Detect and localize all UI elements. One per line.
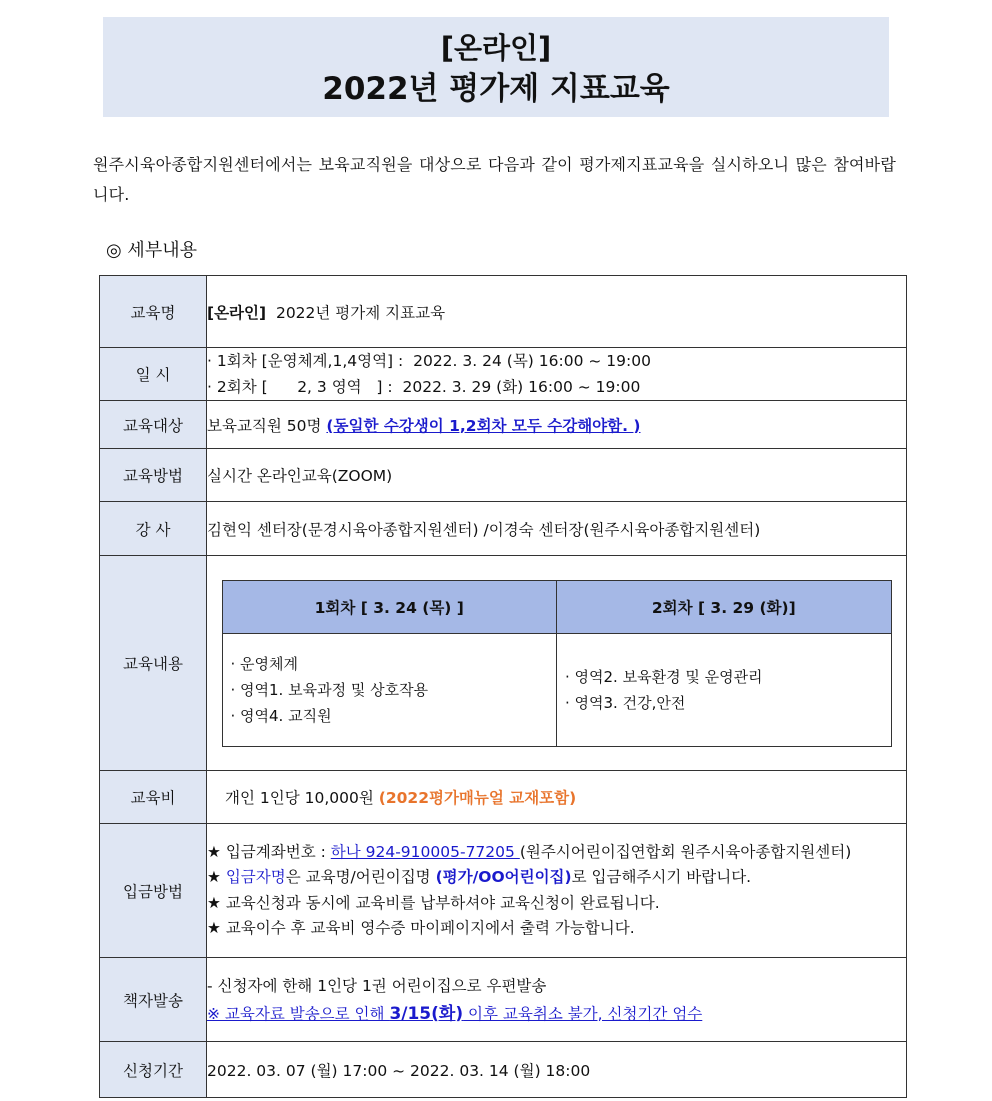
course-tag: [온라인] — [207, 303, 267, 322]
fee-text: 개인 1인당 10,000원 — [225, 789, 379, 807]
row-schedule — [100, 348, 907, 401]
row-payment — [100, 824, 907, 958]
label-course-name: 교육명 — [100, 276, 207, 348]
title-line-1: [온라인] — [440, 31, 552, 65]
booklet-line-1: - 신청자에 한해 1인당 1권 어린이집으로 우편발송 — [207, 976, 547, 995]
payment-line-2 — [207, 865, 906, 891]
label-target: 교육대상 — [100, 401, 207, 449]
target-note: (동일한 수강생이 1,2회차 모두 수강해야함. ) — [326, 416, 641, 435]
section-heading: ◎ 세부내용 — [106, 240, 197, 261]
label-content: 교육내용 — [100, 556, 207, 771]
session-2-item: · 영역3. 건강,안전 — [565, 693, 686, 712]
label-method: 교육방법 — [100, 449, 207, 502]
booklet-cutoff-date: 3/15(화) — [389, 1003, 464, 1024]
details-table — [99, 275, 907, 1098]
intro-paragraph: 원주시육아종합지원센터에서는 보육교직원을 대상으로 다음과 같이 평가제지표교육을 실시하오니 많은 참여바랍니다. — [93, 155, 896, 204]
payment-account-prefix: ★ 입금계좌번호 : — [207, 842, 331, 861]
content-subtable — [222, 580, 892, 747]
payment-star: ★ — [207, 868, 226, 886]
target-text: 보육교직원 50명 — [207, 416, 327, 435]
payment-depositor-example: (평가/OO어린이집) — [435, 868, 572, 886]
label-booklet: 책자발송 — [100, 958, 207, 1042]
booklet-line-2 — [207, 1000, 906, 1028]
title-banner — [103, 17, 889, 117]
fee-note: (2022평가매뉴얼 교재포함) — [378, 789, 577, 807]
row-method — [100, 449, 907, 502]
label-period: 신청기간 — [100, 1042, 207, 1098]
method-text: 실시간 온라인교육(ZOOM) — [207, 449, 907, 502]
booklet-notice-prefix: ※ 교육자료 발송으로 인해 — [207, 1004, 390, 1023]
payment-line-3: ★ 교육신청과 동시에 교육비를 납부하셔야 교육신청이 완료됩니다. — [207, 893, 660, 912]
session-1-items — [222, 633, 557, 746]
session-2-items — [557, 633, 892, 746]
session-1-item: · 영역4. 교직원 — [230, 706, 332, 725]
label-schedule: 일 시 — [100, 348, 207, 401]
session-2-header: 2회차 [ 3. 29 (화)] — [557, 580, 892, 633]
title-line-2: 2022년 평가제 지표교육 — [322, 71, 670, 107]
payment-depositor-suffix: 로 입금해주시기 바랍니다. — [571, 868, 752, 886]
instructor-text: 김현익 센터장(문경시육아종합지원센터) /이경숙 센터장(원주시육아종합지원센터) — [207, 502, 907, 556]
period-text: 2022. 03. 07 (월) 17:00 ~ 2022. 03. 14 (월) 18:00 — [207, 1042, 907, 1098]
row-booklet — [100, 958, 907, 1042]
label-instructor: 강 사 — [100, 502, 207, 556]
booklet-notice-suffix: 이후 교육취소 불가, 신청기간 엄수 — [463, 1004, 703, 1023]
payment-depositor-mid: 은 교육명/어린이집명 — [285, 868, 436, 886]
row-content — [100, 556, 907, 771]
session-1-item: · 운영체계 — [230, 654, 298, 673]
payment-line-4: ★ 교육이수 후 교육비 영수증 마이페이지에서 출력 가능합니다. — [207, 919, 635, 937]
course-name-text: 2022년 평가제 지표교육 — [275, 303, 446, 322]
session-2-item: · 영역2. 보육환경 및 운영관리 — [565, 667, 763, 686]
payment-line-1 — [207, 840, 906, 866]
payment-account-number: 하나 924-910005-77205 — [330, 842, 520, 861]
schedule-session-1: · 1회차 [운영체계,1,4영역] : 2022. 3. 24 (목) 16:00 ~ 19:00 — [207, 352, 651, 370]
label-fee: 교육비 — [100, 771, 207, 824]
label-payment: 입금방법 — [100, 824, 207, 958]
row-course-name — [100, 276, 907, 348]
session-1-header: 1회차 [ 3. 24 (목) ] — [222, 580, 557, 633]
session-1-item: · 영역1. 보육과정 및 상호작용 — [230, 680, 429, 699]
row-fee — [100, 771, 907, 824]
row-period — [100, 1042, 907, 1098]
schedule-session-2: · 2회차 [ 2, 3 영역 ] : 2022. 3. 29 (화) 16:00 ~ 19:00 — [207, 378, 641, 396]
row-instructor — [100, 502, 907, 556]
row-target — [100, 401, 907, 449]
payment-account-holder: (원주시어린이집연합회 원주시육아종합지원센터) — [519, 842, 852, 861]
payment-depositor-label: 입금자명 — [225, 868, 286, 886]
